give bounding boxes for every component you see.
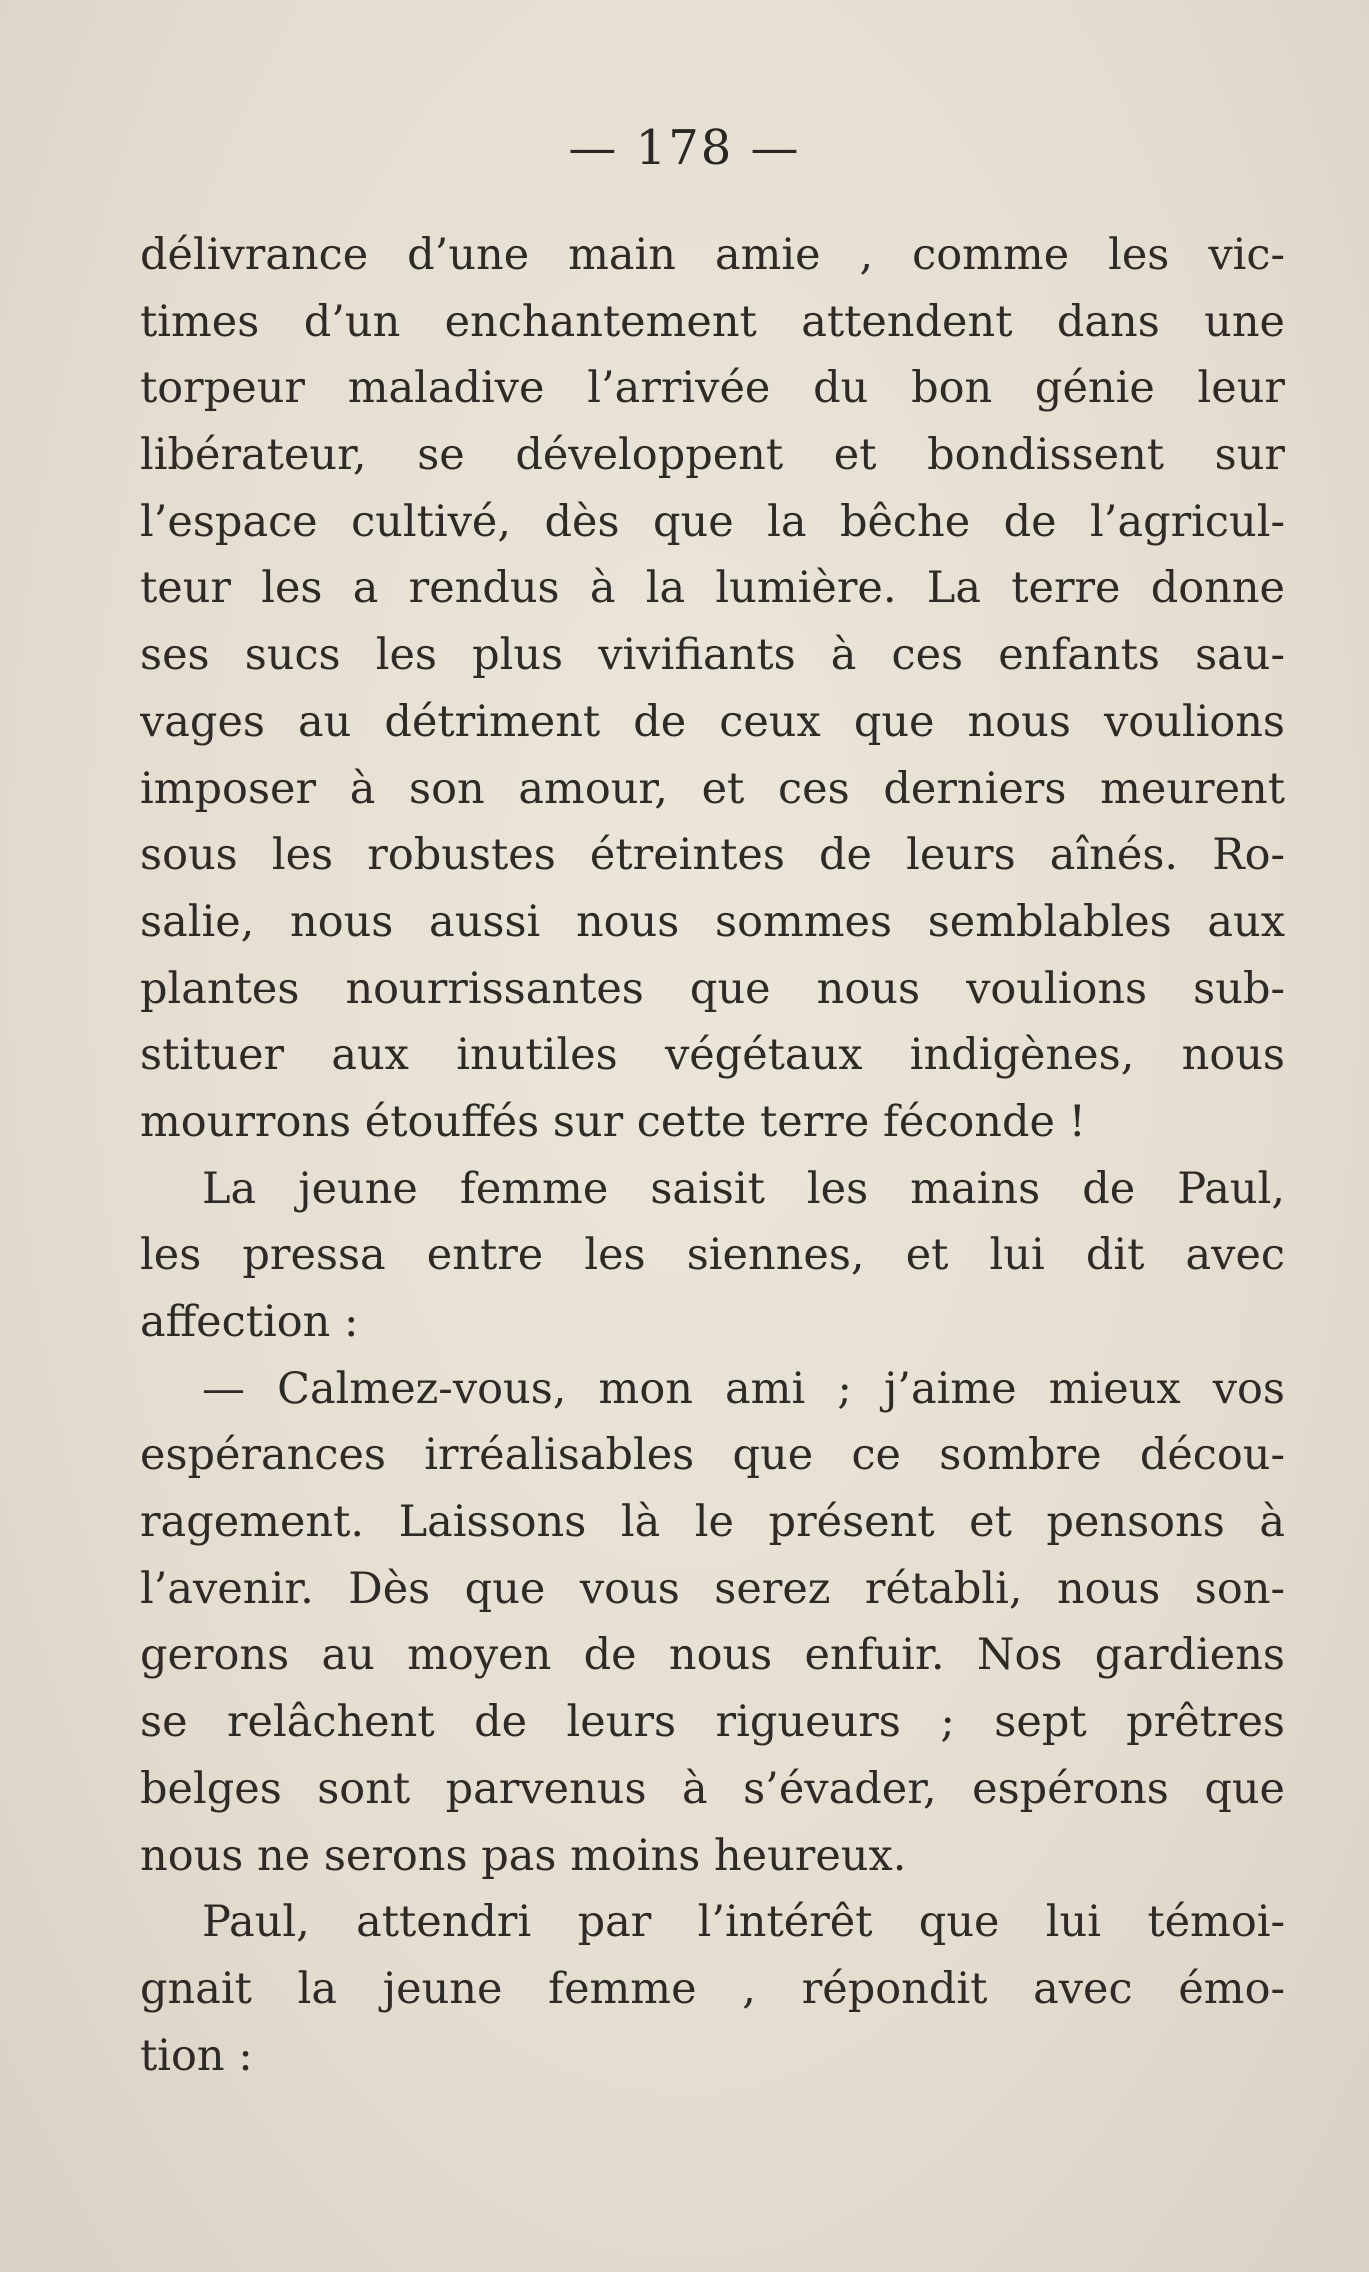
text-line: Paul, attendri par l’intérêt que lui témoi- <box>202 1897 1285 1948</box>
text-line: se relâchent de leurs rigueurs ; sept prêtres <box>140 1697 1285 1748</box>
text-line: ragement. Laissons là le présent et pensons à <box>140 1497 1285 1548</box>
text-line: imposer à son amour, et ces derniers meurent <box>140 763 1285 814</box>
text-line: teur les a rendus à la lumière. La terre donne <box>140 563 1285 614</box>
text-line: ses sucs les plus vivifiants à ces enfants sau- <box>140 630 1285 681</box>
text-line: gnait la jeune femme , répondit avec émo- <box>140 1963 1285 2014</box>
text-line: stituer aux inutiles végétaux indigènes, nous <box>140 1030 1285 1081</box>
text-line: La jeune femme saisit les mains de Paul, <box>202 1163 1285 1214</box>
text-line: sous les robustes étreintes de leurs aînés. Ro- <box>140 830 1285 881</box>
text-line: tion : <box>140 2030 253 2081</box>
text-line: les pressa entre les siennes, et lui dit avec <box>140 1230 1285 1281</box>
text-line: — Calmez-vous, mon ami ; j’aime mieux vos <box>202 1363 1285 1414</box>
text-line: délivrance d’une main amie , comme les vic- <box>140 230 1285 280</box>
text-line: times d’un enchantement attendent dans une <box>140 296 1285 347</box>
text-line: mourrons étouffés sur cette terre féconde ! <box>140 1096 1086 1147</box>
text-line: l’avenir. Dès que vous serez rétabli, nous son- <box>140 1563 1285 1614</box>
text-line: libérateur, se développent et bondissent sur <box>140 430 1285 481</box>
text-line: gerons au moyen de nous enfuir. Nos gardiens <box>140 1630 1285 1681</box>
page-number: — 178 — <box>568 120 801 176</box>
body-text <box>140 222 1285 2089</box>
text-line: vages au détriment de ceux que nous voulions <box>140 696 1285 747</box>
text-line: plantes nourrissantes que nous voulions sub- <box>140 963 1285 1014</box>
text-line: torpeur maladive l’arrivée du bon génie leur <box>140 363 1285 414</box>
text-line: belges sont parvenus à s’évader, espérons que <box>140 1763 1285 1814</box>
text-line: affection : <box>140 1297 359 1347</box>
text-line: salie, nous aussi nous sommes semblables aux <box>140 896 1285 947</box>
text-line: espérances irréalisables que ce sombre décou- <box>140 1430 1285 1481</box>
text-line: l’espace cultivé, dès que la bêche de l’agricul- <box>140 496 1285 547</box>
text-line: nous ne serons pas moins heureux. <box>140 1830 907 1881</box>
